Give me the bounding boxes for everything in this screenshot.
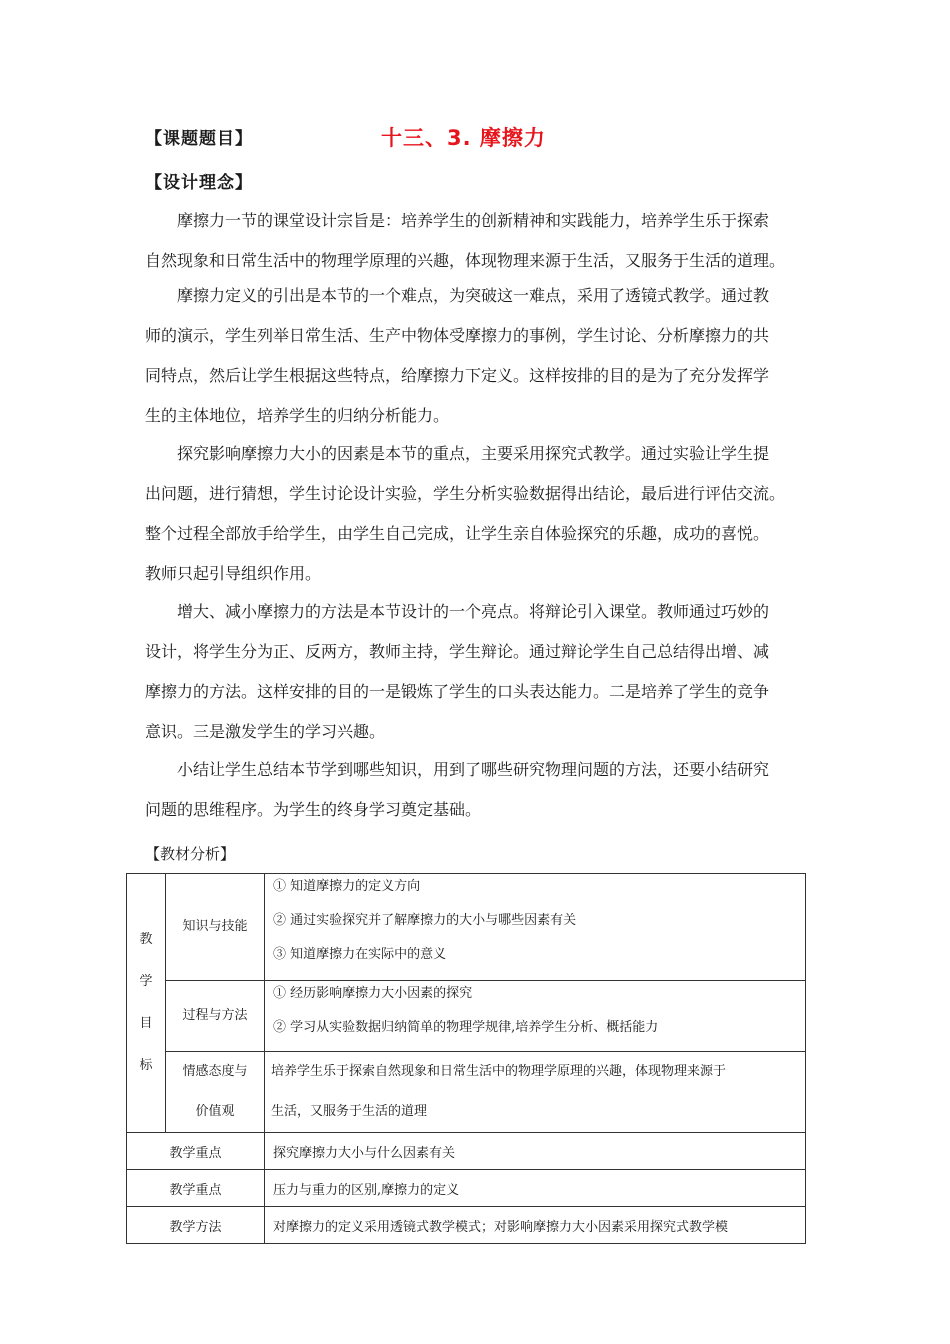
teaching-method-label: 教学方法 xyxy=(127,1207,265,1244)
list-item: ② 学习从实验数据归纳简单的物理学规律,培养学生分析、概括能力 xyxy=(273,1020,659,1035)
paragraph-line: 摩擦力的方法。这样安排的目的一是锻炼了学生的口头表达能力。二是培养了学生的竞争 xyxy=(145,682,770,701)
difficult-point-label: 教学重点 xyxy=(127,1170,265,1207)
table-row xyxy=(127,1052,806,1133)
paragraph-1 xyxy=(145,201,817,281)
list-item: ② 通过实验探究并了解摩擦力的大小与哪些因素有关 xyxy=(273,913,577,928)
goals-char: 标 xyxy=(139,1058,153,1073)
key-point-label: 教学重点 xyxy=(127,1133,265,1170)
attitude-label-line1: 情感态度与 xyxy=(182,1064,248,1079)
knowledge-items xyxy=(265,874,806,981)
paragraph-line: 同特点，然后让学生根据这些特点，给摩擦力下定义。这样按排的目的是为了充分发挥学 xyxy=(145,366,770,385)
list-item: ① 知道摩擦力的定义方向 xyxy=(273,879,421,894)
paragraph-line: 小结让学生总结本节学到哪些知识，用到了哪些研究物理问题的方法，还要小结研究 xyxy=(177,760,770,779)
teaching-goals-cell xyxy=(127,874,166,1133)
table-row xyxy=(127,874,806,981)
topic-label: 【课题题目】 xyxy=(145,129,253,149)
attitude-text xyxy=(265,1052,806,1133)
table-row xyxy=(127,1207,806,1244)
paragraph-line: 意识。三是激发学生的学习兴趣。 xyxy=(145,722,386,741)
table-row xyxy=(127,1170,806,1207)
paragraph-line: 整个过程全部放手给学生，由学生自己完成，让学生亲自体验探究的乐趣，成功的喜悦。 xyxy=(145,524,770,543)
paragraph-5 xyxy=(145,750,817,830)
goals-char: 教 xyxy=(139,932,153,947)
knowledge-label: 知识与技能 xyxy=(166,874,265,981)
key-point-text: 探究摩擦力大小与什么因素有关 xyxy=(265,1133,806,1170)
paragraph-line: 探究影响摩擦力大小的因素是本节的重点，主要采用探究式教学。通过实验让学生提 xyxy=(177,444,770,463)
textbook-analysis-label: 【教材分析】 xyxy=(145,845,236,863)
list-item: ③ 知道摩擦力在实际中的意义 xyxy=(273,947,447,962)
goals-char: 学 xyxy=(139,974,153,989)
paragraph-line: 教师只起引导组织作用。 xyxy=(145,564,322,583)
paragraph-line: 师的演示，学生列举日常生活、生产中物体受摩擦力的事例，学生讨论、分析摩擦力的共 xyxy=(145,326,770,345)
teaching-method-text: 对摩擦力的定义采用透镜式教学模式；对影响摩擦力大小因素采用探究式教学模 xyxy=(265,1207,806,1244)
paragraph-2 xyxy=(145,276,817,436)
difficult-point-text: 压力与重力的区别,摩擦力的定义 xyxy=(265,1170,806,1207)
textbook-analysis-table xyxy=(126,873,806,1244)
process-label: 过程与方法 xyxy=(166,981,265,1052)
paragraph-line: 设计，将学生分为正、反两方，教师主持，学生辩论。通过辩论学生自己总结得出增、减 xyxy=(145,642,770,661)
attitude-label-line2: 价值观 xyxy=(195,1104,235,1119)
paragraph-line: 摩擦力一节的课堂设计宗旨是：培养学生的创新精神和实践能力，培养学生乐于探索 xyxy=(177,211,770,230)
paragraph-line: 问题的思维程序。为学生的终身学习奠定基础。 xyxy=(145,800,482,819)
list-item: ① 经历影响摩擦力大小因素的探究 xyxy=(273,986,473,1001)
attitude-text-line1: 培养学生乐于探索自然现象和日常生活中的物理学原理的兴趣，体现物理来源于 xyxy=(271,1064,727,1079)
paragraph-line: 出问题，进行猜想，学生讨论设计实验，学生分析实验数据得出结论，最后进行评估交流。 xyxy=(145,484,786,503)
paragraph-line: 摩擦力定义的引出是本节的一个难点，为突破这一难点，采用了透镜式教学。通过教 xyxy=(177,286,770,305)
paragraph-3 xyxy=(145,434,817,594)
heading-row xyxy=(145,124,845,154)
design-concept-label: 【设计理念】 xyxy=(145,173,253,193)
paragraph-line: 增大、减小摩擦力的方法是本节设计的一个亮点。将辩论引入课堂。教师通过巧妙的 xyxy=(177,602,770,621)
paragraph-line: 生的主体地位，培养学生的归纳分析能力。 xyxy=(145,406,450,425)
page-title: 十三、3. 摩擦力 xyxy=(381,126,546,150)
paragraph-line: 自然现象和日常生活中的物理学原理的兴趣，体现物理来源于生活，又服务于生活的道理。 xyxy=(145,251,786,270)
table-row xyxy=(127,1133,806,1170)
goals-char: 目 xyxy=(139,1016,153,1031)
paragraph-4 xyxy=(145,592,817,752)
table-row xyxy=(127,981,806,1052)
attitude-label xyxy=(166,1052,265,1133)
process-items xyxy=(265,981,806,1052)
attitude-text-line2: 生活，又服务于生活的道理 xyxy=(271,1104,428,1119)
